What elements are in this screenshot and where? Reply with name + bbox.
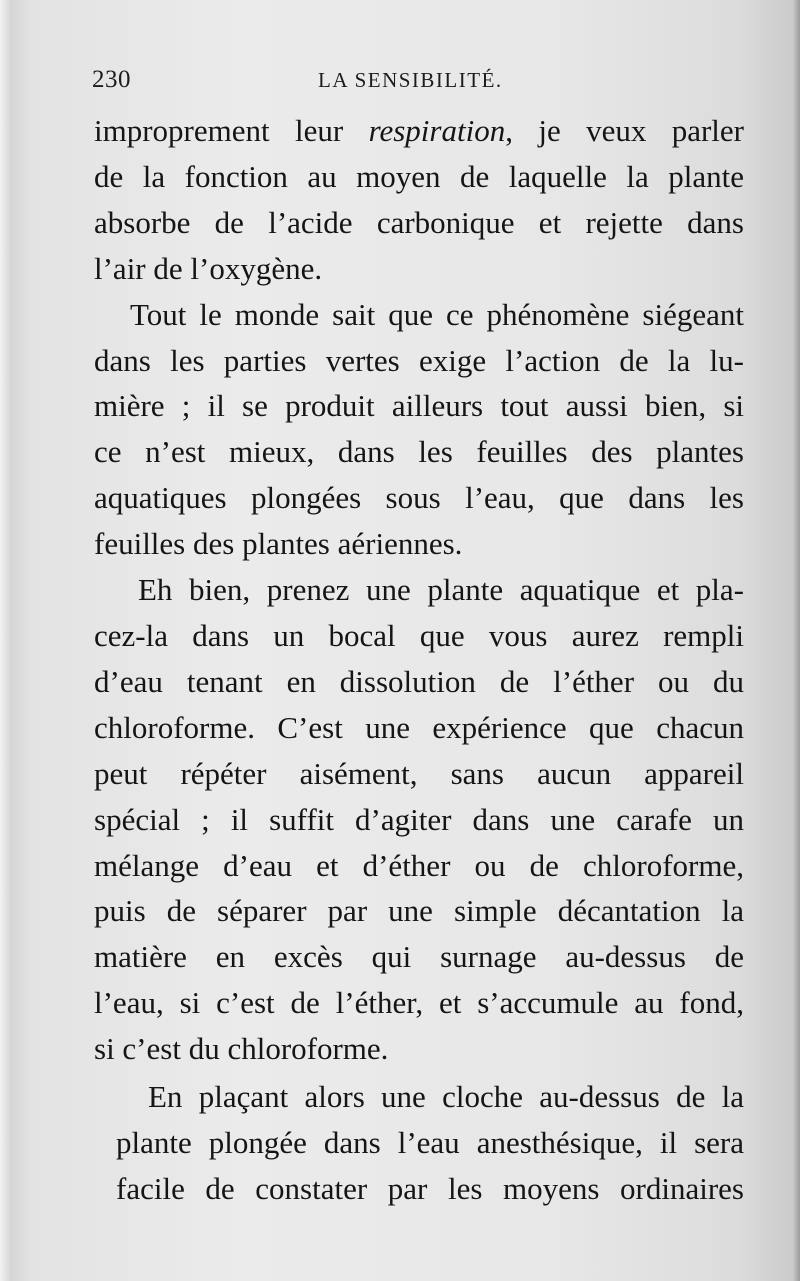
running-title: LA SENSIBILITÉ. [318, 68, 503, 92]
text-line: de la fonction au moyen de laquelle la plante [94, 158, 744, 194]
paragraph-4 [94, 1074, 744, 1212]
paragraph-1 [94, 108, 744, 292]
text-line: spécial ; il suffit d’agiter dans une carafe un [94, 801, 744, 837]
text-line: mélange d’eau et d’éther ou de chloroforme, [94, 847, 744, 883]
text-line: puis de séparer par une simple décantation la [94, 893, 744, 929]
text-line: Eh bien, prenez une plante aquatique et pla- [138, 572, 744, 608]
text-line: l’eau, si c’est de l’éther, et s’accumule au fond, [94, 985, 744, 1021]
text-line: facile de constater par les moyens ordinaires [116, 1170, 744, 1206]
text-line: chloroforme. C’est une expérience que chacun [94, 709, 744, 745]
text-line: feuilles des plantes aériennes. [94, 526, 463, 562]
text-line: matière en excès qui surnage au-dessus de [94, 939, 744, 975]
body-text [94, 108, 744, 1212]
text-line: dans les parties vertes exige l’action de la lu- [94, 342, 744, 378]
text-line: aquatiques plongées sous l’eau, que dans les [94, 480, 744, 516]
text-line: Tout le monde sait que ce phénomène siégeant [130, 296, 744, 332]
page-number: 230 [92, 66, 131, 93]
text-line: absorbe de l’acide carbonique et rejette dans [94, 204, 744, 240]
text-run: , je veux parler [505, 113, 744, 148]
text-line: l’air de l’oxygène. [94, 250, 323, 286]
italic-term: respiration [368, 113, 506, 148]
paragraph-2 [94, 292, 744, 567]
text-line [94, 108, 744, 154]
paragraph-3 [94, 567, 744, 1072]
text-line: plante plongée dans l’eau anesthésique, il sera [116, 1124, 744, 1160]
text-line: ce n’est mieux, dans les feuilles des plantes [94, 434, 744, 470]
text-line: peut répéter aisément, sans aucun appareil [94, 755, 744, 791]
page-header [92, 66, 762, 106]
text-line: d’eau tenant en dissolution de l’éther ou du [94, 663, 744, 699]
text-line: En plaçant alors une cloche au-dessus de la [148, 1079, 744, 1115]
text-line: si c’est du chloroforme. [94, 1031, 389, 1067]
text-run: improprement leur [94, 113, 369, 148]
text-line: mière ; il se produit ailleurs tout aussi bien, si [94, 388, 744, 424]
text-line: cez-la dans un bocal que vous aurez rempli [94, 617, 744, 653]
